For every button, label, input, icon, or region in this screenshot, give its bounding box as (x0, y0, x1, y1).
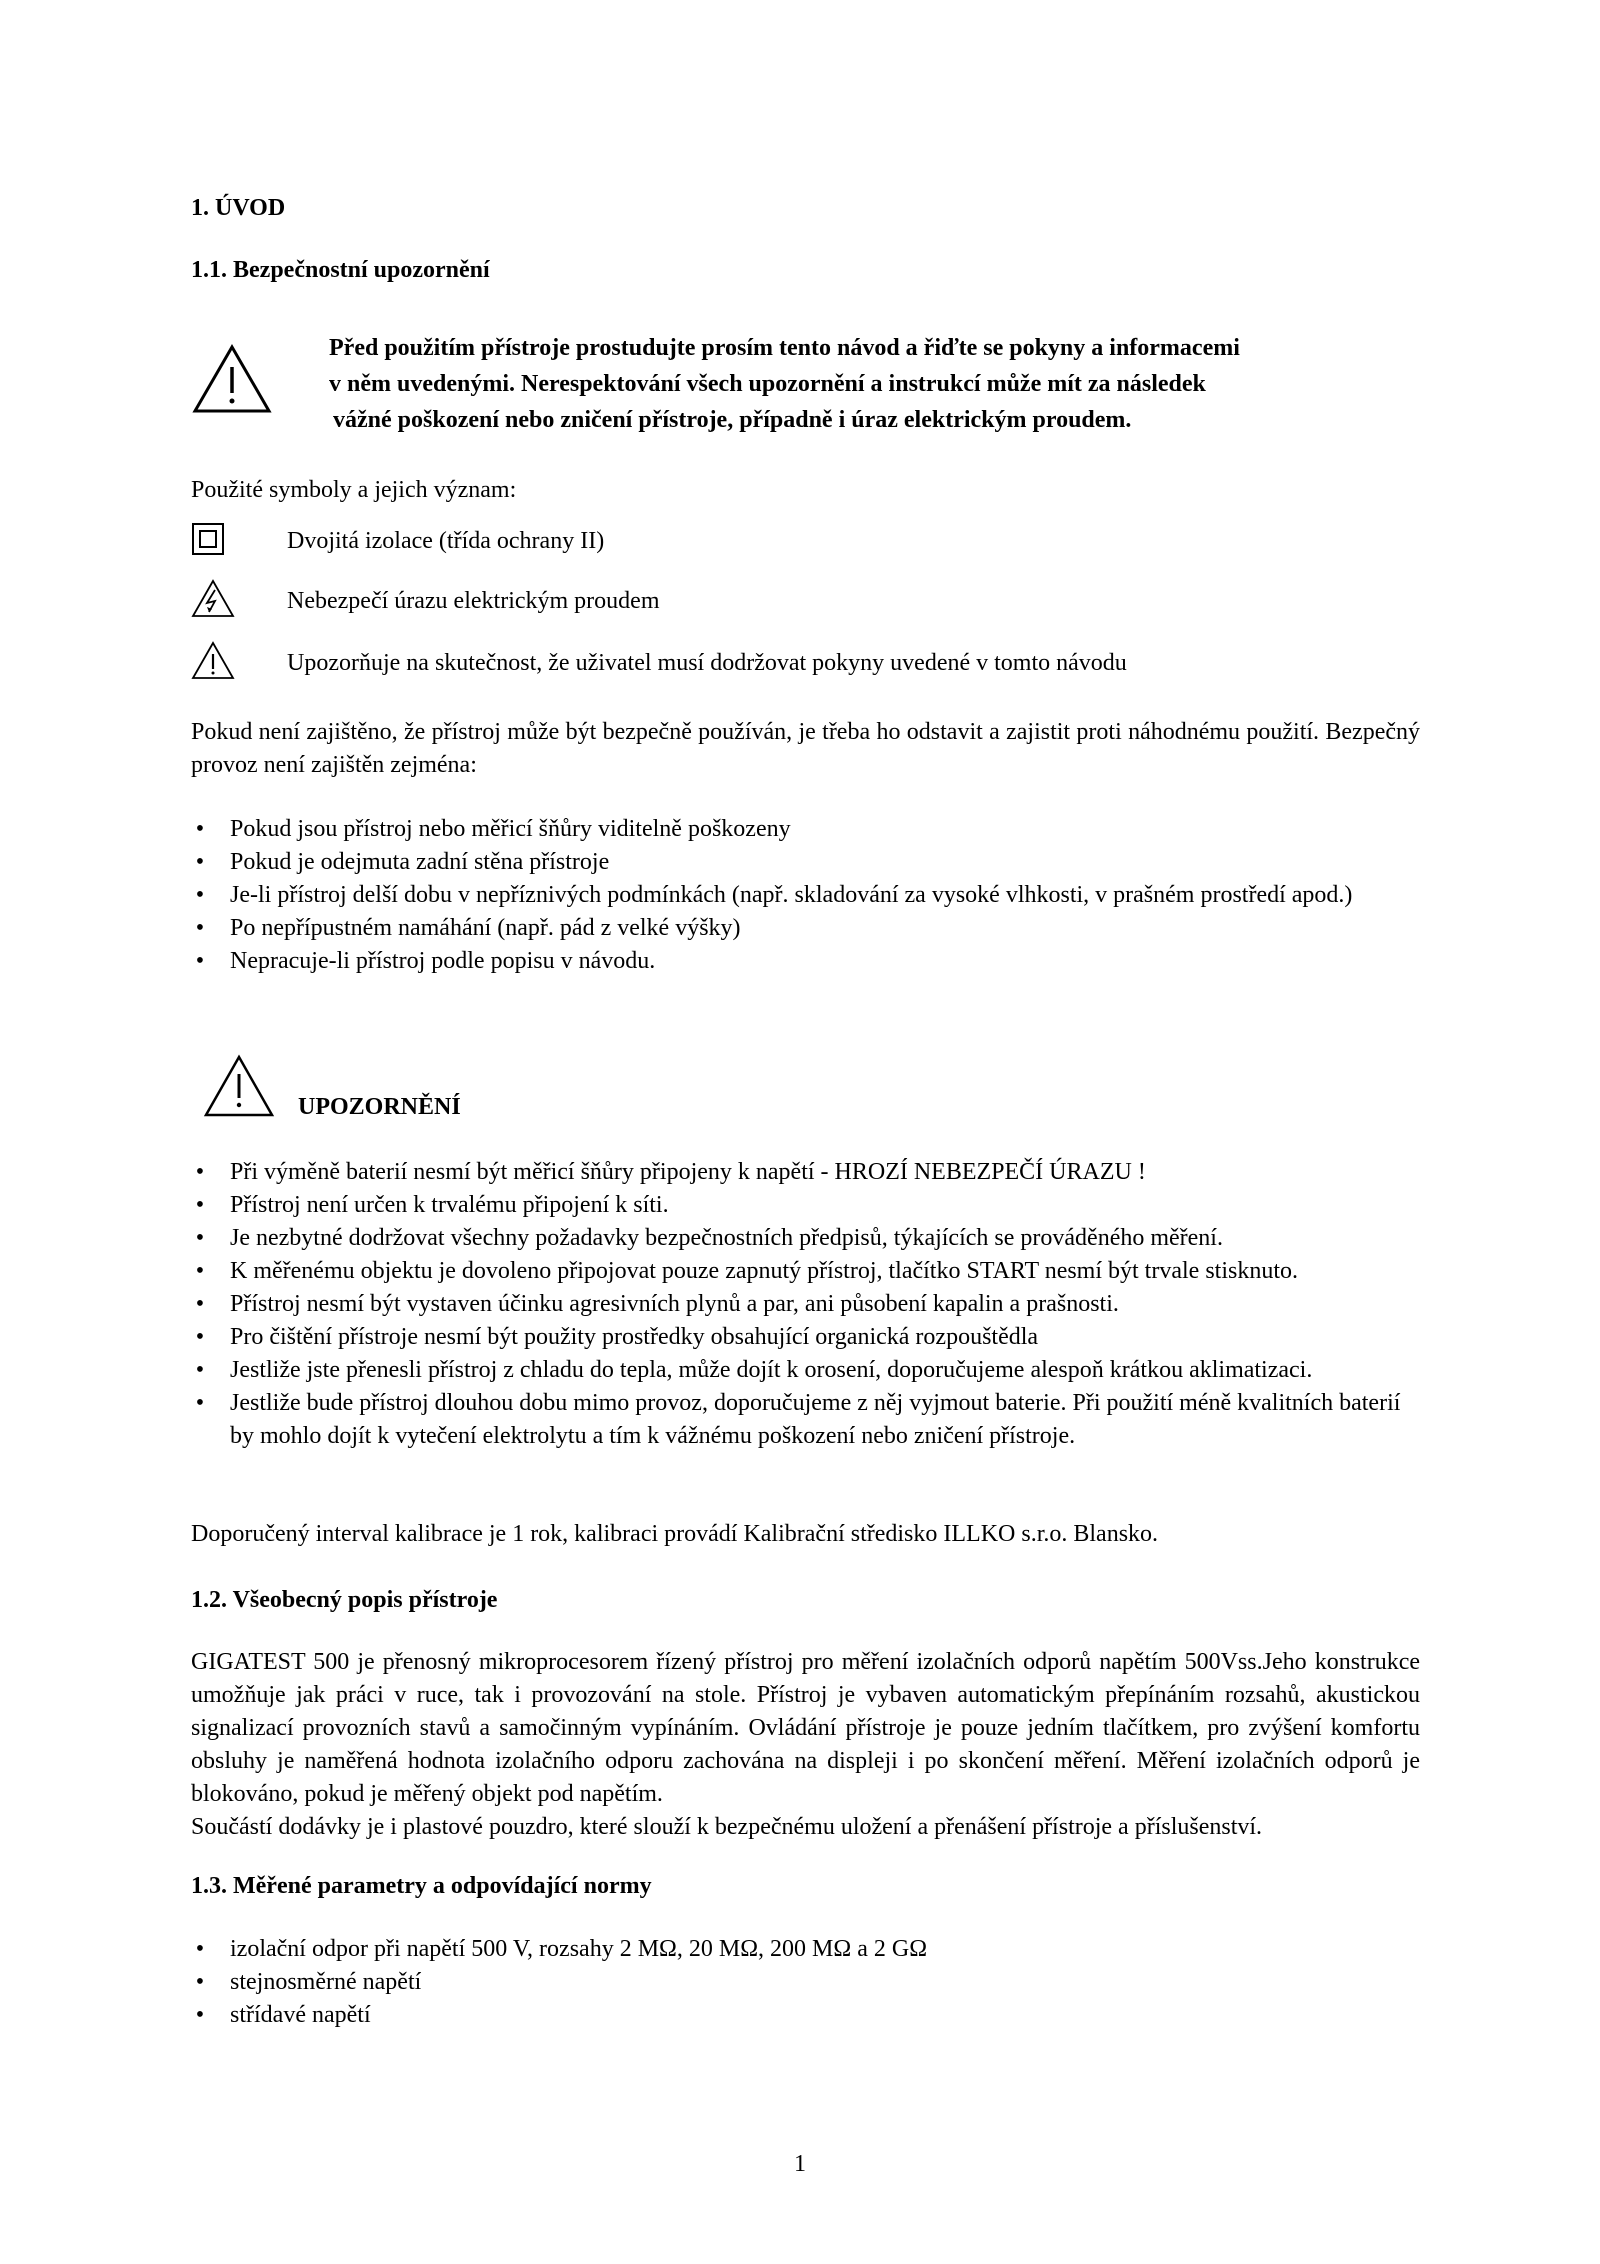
warning-triangle-icon (192, 343, 272, 415)
calibration-note: Doporučený interval kalibrace je 1 rok, kalibraci provádí Kalibrační středisko ILLKO s.r.o. Blansko. (191, 1521, 1159, 1547)
section-heading-description: 1.2. Všeobecný popis přístroje (191, 1587, 498, 1613)
list-item: • Přístroj není určen k trvalému připojení k síti. (195, 1192, 669, 1218)
list-item: • Jestliže bude přístroj dlouhou dobu mimo provoz, doporučujeme z něj vyjmout baterie. Při použití méně kvalitních baterií by mohlo dojít k vytečení elektrolytu a tím k vážnému poškození nebo zničení přístroje. (195, 1390, 1401, 1449)
list-item: • Je-li přístroj delší dobu v nepříznivých podmínkách (např. skladování za vysoké vlhkosti, v prašném prostředí apod.) (195, 882, 1353, 908)
list-item: • Pro čištění přístroje nesmí být použity prostředky obsahující organická rozpouštědla (195, 1324, 1039, 1350)
list-item: • střídavé napětí (195, 2002, 371, 2028)
caution-triangle-icon (191, 641, 235, 686)
list-item: • Přístroj nesmí být vystaven účinku agresivních plynů a par, ani působení kapalin a prašnosti. (195, 1291, 1119, 1317)
list-item: • Při výměně baterií nesmí být měřicí šňůry připojeny k napětí - HROZÍ NEBEZPEČÍ ÚRAZU ! (195, 1159, 1146, 1185)
symbol-text: Dvojitá izolace (třída ochrany II) (287, 528, 605, 554)
caution-heading: UPOZORNĚNÍ (298, 1094, 461, 1120)
safety-conditions-list (195, 813, 1420, 978)
intro-warning-line-3: vážné poškození nebo zničení přístroje, případně i úraz elektrickým proudem. (333, 407, 1132, 433)
symbol-row-electric-shock (191, 579, 1391, 619)
intro-warning-line-2: v něm uvedenými. Nerespektování všech upozornění a instrukcí může mít za následek (329, 371, 1206, 397)
symbol-row-double-insulation (191, 522, 1391, 562)
section-heading-uvod: 1. ÚVOD (191, 195, 286, 221)
symbol-text: Nebezpečí úrazu elektrickým proudem (287, 588, 660, 614)
section-heading-parameters: 1.3. Měřené parametry a odpovídající normy (191, 1873, 652, 1899)
description-paragraph: GIGATEST 500 je přenosný mikroprocesorem řízený přístroj pro měření izolačních odporů napětím 500Vss.Jeho konstrukce umožňuje jak práci v ruce, tak i provozování na stole. Přístroj je vybaven automatickým přepínáním rozsahů, akustickou signalizací provozních stavů a samočinným vypínáním. Ovládání přístroje je pouze jedním tlačítkem, pro zvýšení komfortu obsluhy je naměřená hodnota izolačního odporu zachována na displeji i po skončení měření. Měření izolačních odporů je blokováno, pokud je měřený objekt pod napětím. (191, 1649, 1420, 1807)
parameters-list (195, 1933, 1420, 2032)
symbols-heading: Použité symboly a jejich význam: (191, 477, 517, 503)
list-item: • stejnosměrné napětí (195, 1969, 422, 1995)
page-number: 1 (794, 2151, 806, 2177)
caution-list (195, 1156, 1420, 1453)
electric-shock-warning-icon (191, 579, 235, 624)
list-item: • Nepracuje-li přístroj podle popisu v návodu. (195, 948, 656, 974)
caution-triangle-icon (203, 1054, 275, 1118)
symbol-text: Upozorňuje na skutečnost, že uživatel musí dodržovat pokyny uvedené v tomto návodu (287, 650, 1127, 676)
list-item: • Je nezbytné dodržovat všechny požadavky bezpečnostních předpisů, týkajících se prováděného měření. (195, 1225, 1223, 1251)
list-item: • K měřenému objektu je dovoleno připojovat pouze zapnutý přístroj, tlačítko START nesmí být trvale stisknuto. (195, 1258, 1298, 1284)
symbol-row-caution (191, 641, 1491, 681)
section-heading-safety: 1.1. Bezpečnostní upozornění (191, 257, 490, 283)
safety-paragraph: Pokud není zajištěno, že přístroj může být bezpečně používán, je třeba ho odstavit a zajistit proti náhodnému použití. Bezpečný provoz není zajištěn zejména: (191, 719, 1420, 778)
list-item: • Pokud jsou přístroj nebo měřicí šňůry viditelně poškozeny (195, 816, 791, 842)
double-insulation-icon (191, 522, 225, 561)
description-paragraph-2: Součástí dodávky je i plastové pouzdro, které slouží k bezpečnému uložení a přenášení přístroje a příslušenství. (191, 1814, 1263, 1840)
list-item: • Jestliže jste přenesli přístroj z chladu do tepla, může dojít k orosení, doporučujeme alespoň krátkou aklimatizaci. (195, 1357, 1313, 1383)
list-item: • izolační odpor při napětí 500 V, rozsahy 2 MΩ, 20 MΩ, 200 MΩ a 2 GΩ (195, 1936, 928, 1962)
intro-warning-line-1: Před použitím přístroje prostudujte prosím tento návod a řiďte se pokyny a informacemi (329, 335, 1240, 361)
list-item: • Pokud je odejmuta zadní stěna přístroje (195, 849, 610, 875)
list-item: • Po nepřípustném namáhání (např. pád z velké výšky) (195, 915, 741, 941)
